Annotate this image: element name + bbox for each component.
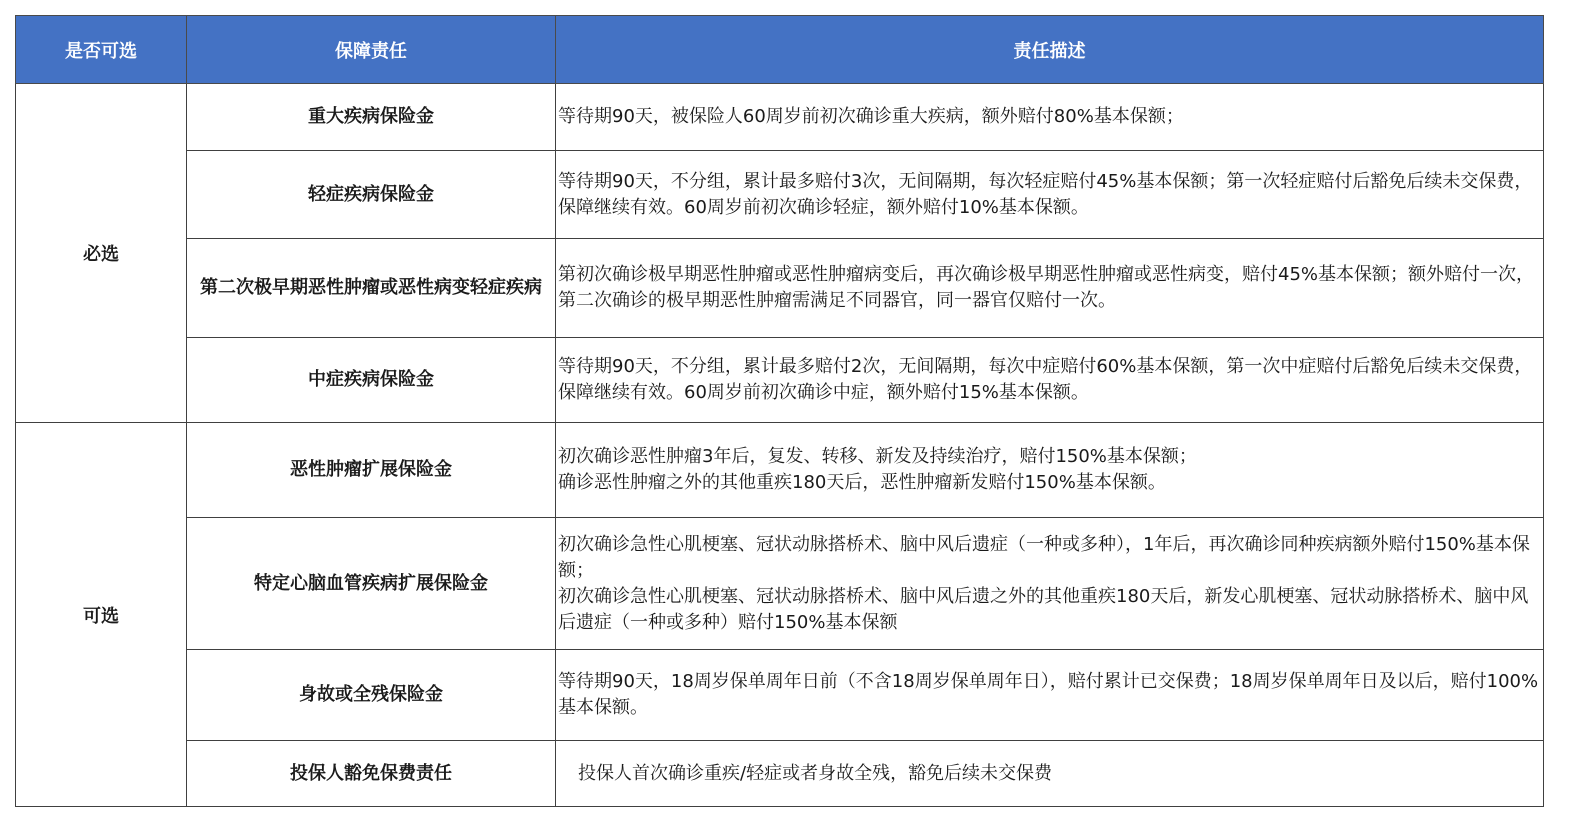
- description-line: 确诊恶性肿瘤之外的其他重疾180天后，恶性肿瘤新发赔付150%基本保额。: [558, 472, 1166, 493]
- coverage-name: 重大疾病保险金: [187, 84, 556, 151]
- description-line: 初次确诊恶性肿瘤3年后，复发、转移、新发及持续治疗，赔付150%基本保额；: [558, 446, 1197, 467]
- coverage-name: 身故或全残保险金: [187, 650, 556, 741]
- coverage-name: 第二次极早期恶性肿瘤或恶性病变轻症疾病: [187, 239, 556, 338]
- description-line: 初次确诊急性心肌梗塞、冠状动脉搭桥术、脑中风后遗之外的其他重疾180天后，新发心肌梗塞、冠状动脉搭桥术、脑中风后遗症（一种或多种）赔付150%基本保额: [558, 585, 1529, 633]
- coverage-description: [556, 151, 1544, 239]
- group-required: 必选: [16, 84, 187, 423]
- description-line: 等待期90天，不分组，累计最多赔付3次，无间隔期，每次轻症赔付45%基本保额；第一次轻症赔付后豁免后续未交保费，保障继续有效。60周岁前初次确诊轻症，额外赔付10%基本保额。: [558, 170, 1533, 218]
- table-row: [16, 338, 1544, 423]
- coverage-description: [556, 239, 1544, 338]
- table-row: [16, 741, 1544, 807]
- table-row: [16, 239, 1544, 338]
- table-row: [16, 423, 1544, 518]
- coverage-description: [556, 84, 1544, 151]
- header-description: 责任描述: [556, 16, 1544, 84]
- table-row: [16, 151, 1544, 239]
- table-row: [16, 518, 1544, 650]
- coverage-name: 中症疾病保险金: [187, 338, 556, 423]
- coverage-description: [556, 338, 1544, 423]
- description-line: 等待期90天，18周岁保单周年日前（不含18周岁保单周年日），赔付累计已交保费；18周岁保单周年日及以后，赔付100%基本保额。: [558, 671, 1539, 718]
- coverage-description: [556, 650, 1544, 741]
- group-optional: 可选: [16, 423, 187, 807]
- description-line: 第初次确诊极早期恶性肿瘤或恶性肿瘤病变后，再次确诊极早期恶性肿瘤或恶性病变，赔付45%基本保额；额外赔付一次，第二次确诊的极早期恶性肿瘤需满足不同器官，同一器官仅赔付一次。: [558, 264, 1535, 311]
- coverage-name: 轻症疾病保险金: [187, 151, 556, 239]
- coverage-name: 恶性肿瘤扩展保险金: [187, 423, 556, 518]
- header-coverage: 保障责任: [187, 16, 556, 84]
- description-line: 等待期90天，不分组，累计最多赔付2次，无间隔期，每次中症赔付60%基本保额，第一次中症赔付后豁免后续未交保费，保障继续有效。60周岁前初次确诊中症，额外赔付15%基本保额。: [558, 356, 1533, 403]
- table-header-row: [16, 16, 1544, 84]
- description-line: 投保人首次确诊重疾/轻症或者身故全残，豁免后续未交保费: [578, 762, 1053, 784]
- description-line: 等待期90天，被保险人60周岁前初次确诊重大疾病，额外赔付80%基本保额；: [558, 106, 1184, 127]
- coverage-table: [15, 15, 1544, 807]
- header-optional: 是否可选: [16, 16, 187, 84]
- table-row: [16, 84, 1544, 151]
- coverage-description: [556, 423, 1544, 518]
- coverage-name: 特定心脑血管疾病扩展保险金: [187, 518, 556, 650]
- coverage-description: [556, 518, 1544, 650]
- coverage-name: 投保人豁免保费责任: [187, 741, 556, 807]
- table-row: [16, 650, 1544, 741]
- description-line: 初次确诊急性心肌梗塞、冠状动脉搭桥术、脑中风后遗症（一种或多种），1年后，再次确诊同种疾病额外赔付150%基本保额；: [558, 533, 1530, 581]
- coverage-description: [556, 741, 1544, 807]
